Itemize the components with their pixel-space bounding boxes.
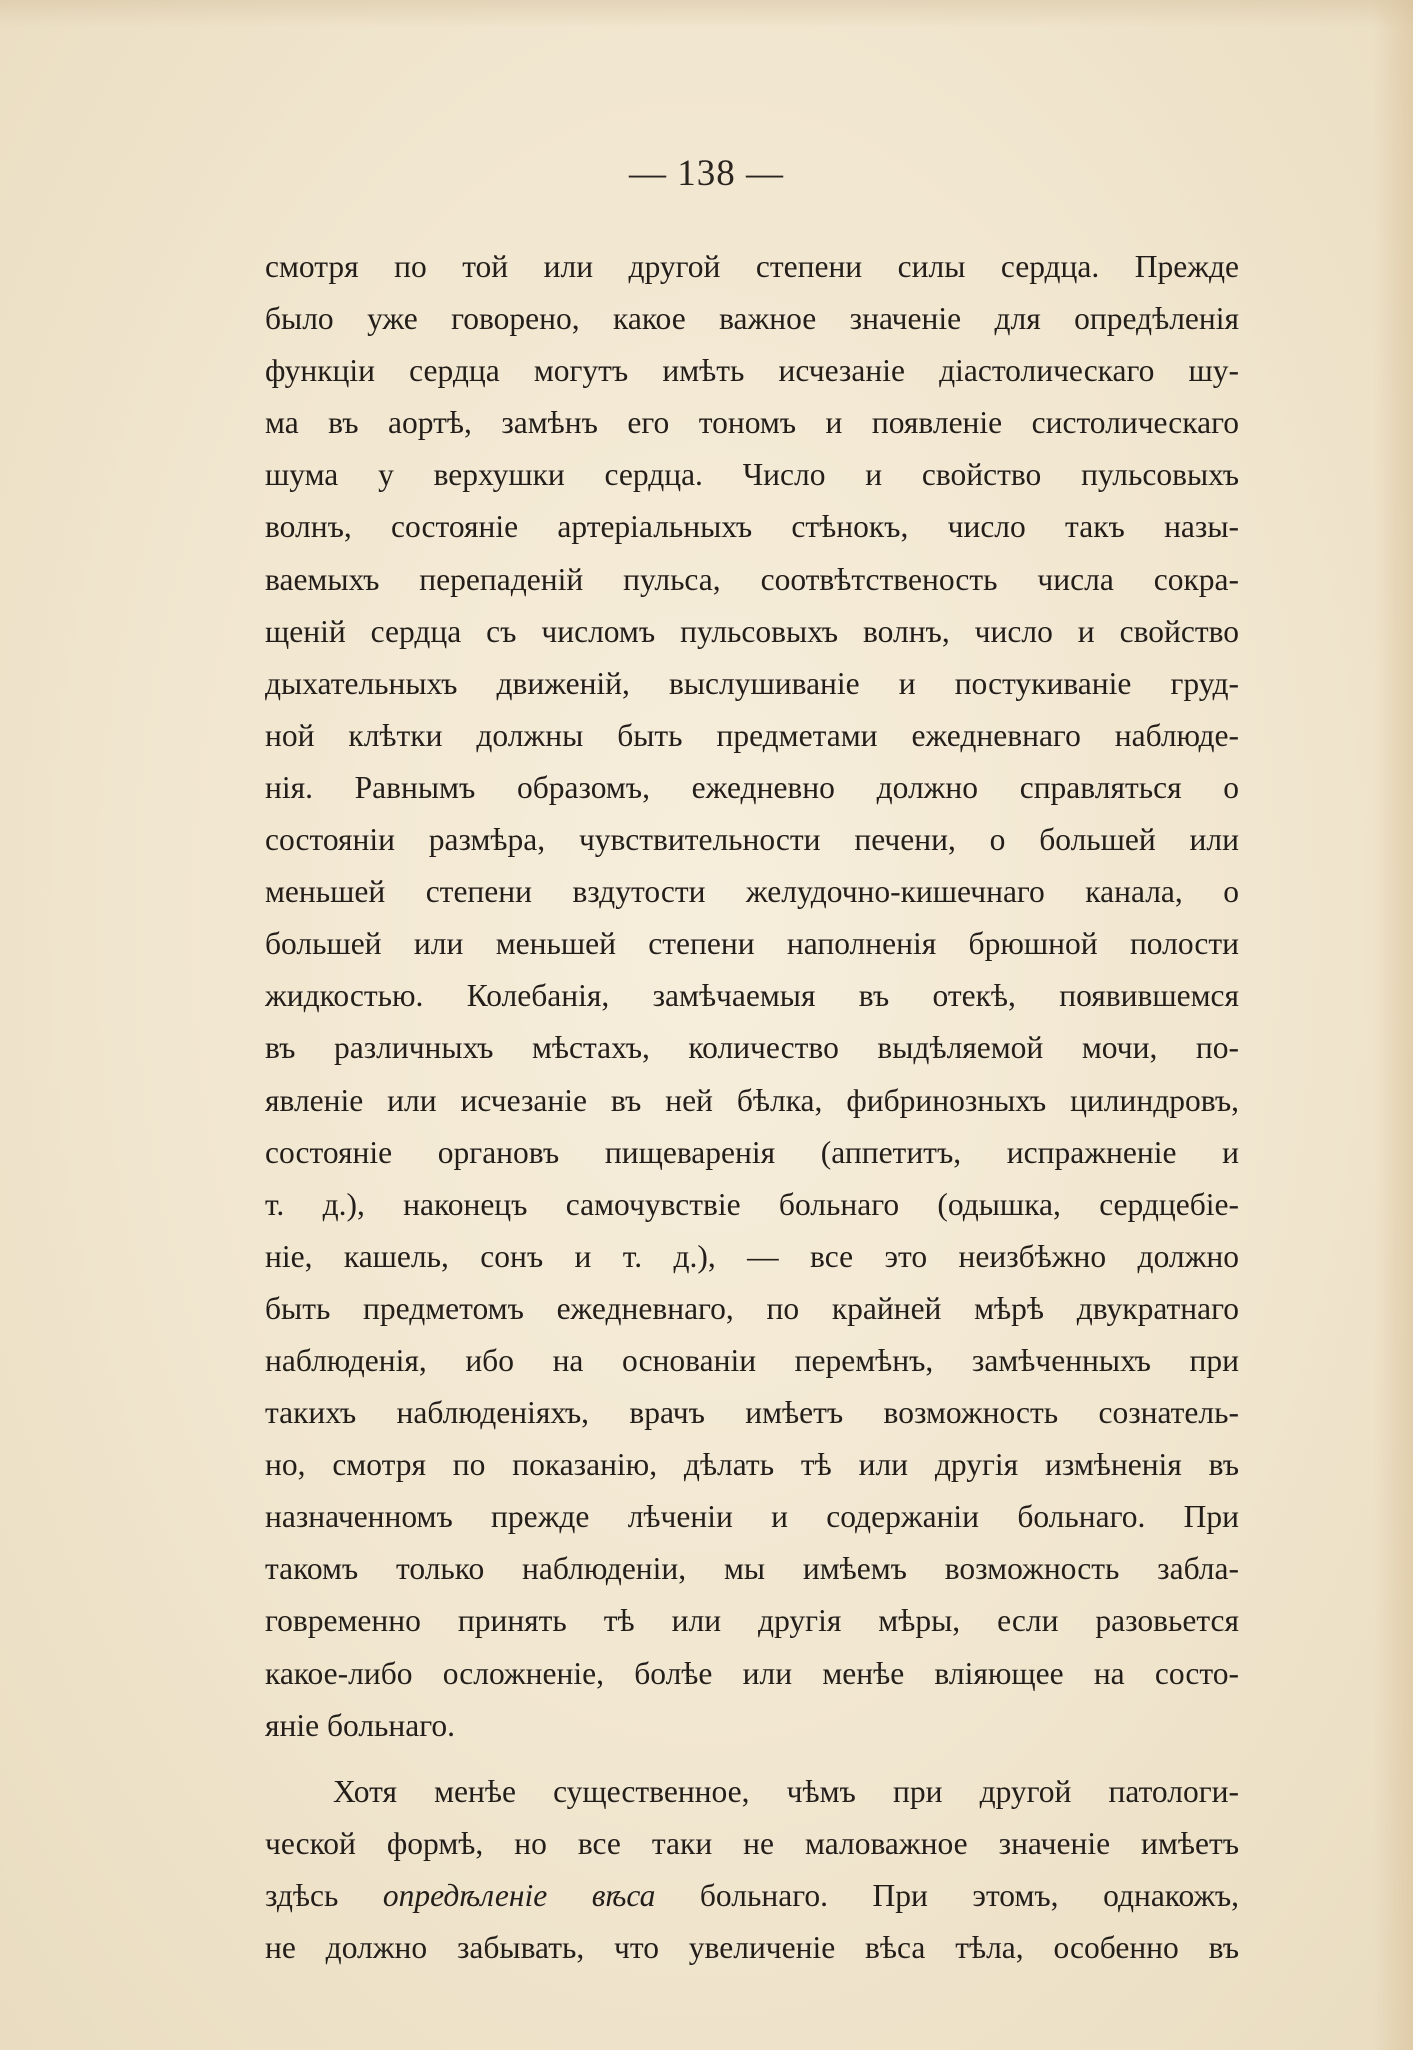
text-line: было уже говорено, какое важное значенiе для опредѣленiя [265,301,1239,337]
body-text [265,241,1239,1974]
text-line: ма въ аортѣ, замѣнъ его тономъ и появленiе систолическаго [265,405,1239,441]
text-line: явленiе или исчезанiе въ ней бѣлка, фибринозныхъ цилиндровъ, [265,1082,1239,1118]
text-line: не должно забывать, что увеличенiе вѣса тѣла, особенно въ [265,1930,1239,1965]
text-line: шума у верхушки сердца. Число и свойство пульсовыхъ [265,457,1239,493]
text-line: янiе больнаго. [265,1707,455,1743]
text-line: состоянiе органовъ пищеваренiя (аппетитъ, испражненiе и [265,1134,1239,1170]
text-line: функцiи сердца могутъ имѣть исчезанiе дiастолическаго шу- [265,353,1239,389]
text-line: какое-либо осложненiе, болѣе или менѣе влiяющее на состо- [265,1655,1239,1691]
text-line: жидкостью. Колебанiя, замѣчаемыя въ отекѣ, появившемся [265,978,1239,1014]
text-line: ческой формѣ, но все таки не маловажное значенiе имѣетъ [265,1825,1239,1861]
text-line: волнъ, состоянiе артерiальныхъ стѣнокъ, число такъ назы- [265,509,1239,545]
text-line: быть предметомъ ежедневнаго, по крайней мѣрѣ двукратнаго [265,1290,1239,1326]
italic-term: опредѣленiе вѣса [382,1877,656,1913]
text-run: здѣсь [265,1877,383,1913]
text-line: наблюденiя, ибо на основанiи перемѣнъ, замѣченныхъ при [265,1342,1239,1378]
text-line: говременно принять тѣ или другiя мѣры, если разовьется [265,1603,1239,1639]
text-line: такомъ только наблюденiи, мы имѣемъ возможность забла- [265,1551,1239,1587]
page-edge-shading [1373,0,1413,2050]
text-line: но, смотря по показанiю, дѣлать тѣ или другiя измѣненiя въ [265,1447,1239,1483]
paragraph-1 [265,241,1239,1752]
text-line [265,1870,1239,1922]
text-line: дыхательныхъ движенiй, выслушиванiе и постукиванiе груд- [265,665,1239,701]
paragraph-2 [265,1766,1239,1974]
text-line: большей или меньшей степени наполненiя брюшной полости [265,926,1239,962]
text-line: ной клѣтки должны быть предметами ежедневнаго наблюде- [265,717,1239,753]
text-line: Хотя менѣе существенное, чѣмъ при другой патологи- [333,1773,1239,1809]
text-line: меньшей степени вздутости желудочно-кишечнаго канала, о [265,874,1239,910]
text-line: смотря по той или другой степени силы сердца. Прежде [265,249,1239,284]
paragraph-gap [265,1752,1239,1766]
text-line: т. д.), наконецъ самочувствiе больнаго (одышка, сердцебiе- [265,1186,1239,1222]
text-line: состоянiи размѣра, чувствительности печени, о большей или [265,822,1239,858]
page-top-shading [0,0,1413,28]
text-line: нiе, кашель, сонъ и т. д.), — все это неизбѣжно должно [265,1238,1239,1274]
text-run: больнаго. При этомъ, однакожъ, [655,1877,1239,1913]
text-line: нiя. Равнымъ образомъ, ежедневно должно справляться о [265,769,1239,805]
text-line: назначенномъ прежде лѣченiи и содержанiи больнаго. При [265,1499,1239,1535]
text-line: такихъ наблюденiяхъ, врачъ имѣетъ возможность сознатель- [265,1395,1239,1431]
text-line: въ различныхъ мѣстахъ, количество выдѣляемой мочи, по- [265,1030,1239,1066]
text-line: ваемыхъ перепаденiй пульса, соотвѣтственость числа сокра- [265,561,1239,597]
text-line: щенiй сердца съ числомъ пульсовыхъ волнъ, число и свойство [265,613,1239,649]
page-number: — 138 — [629,153,784,194]
